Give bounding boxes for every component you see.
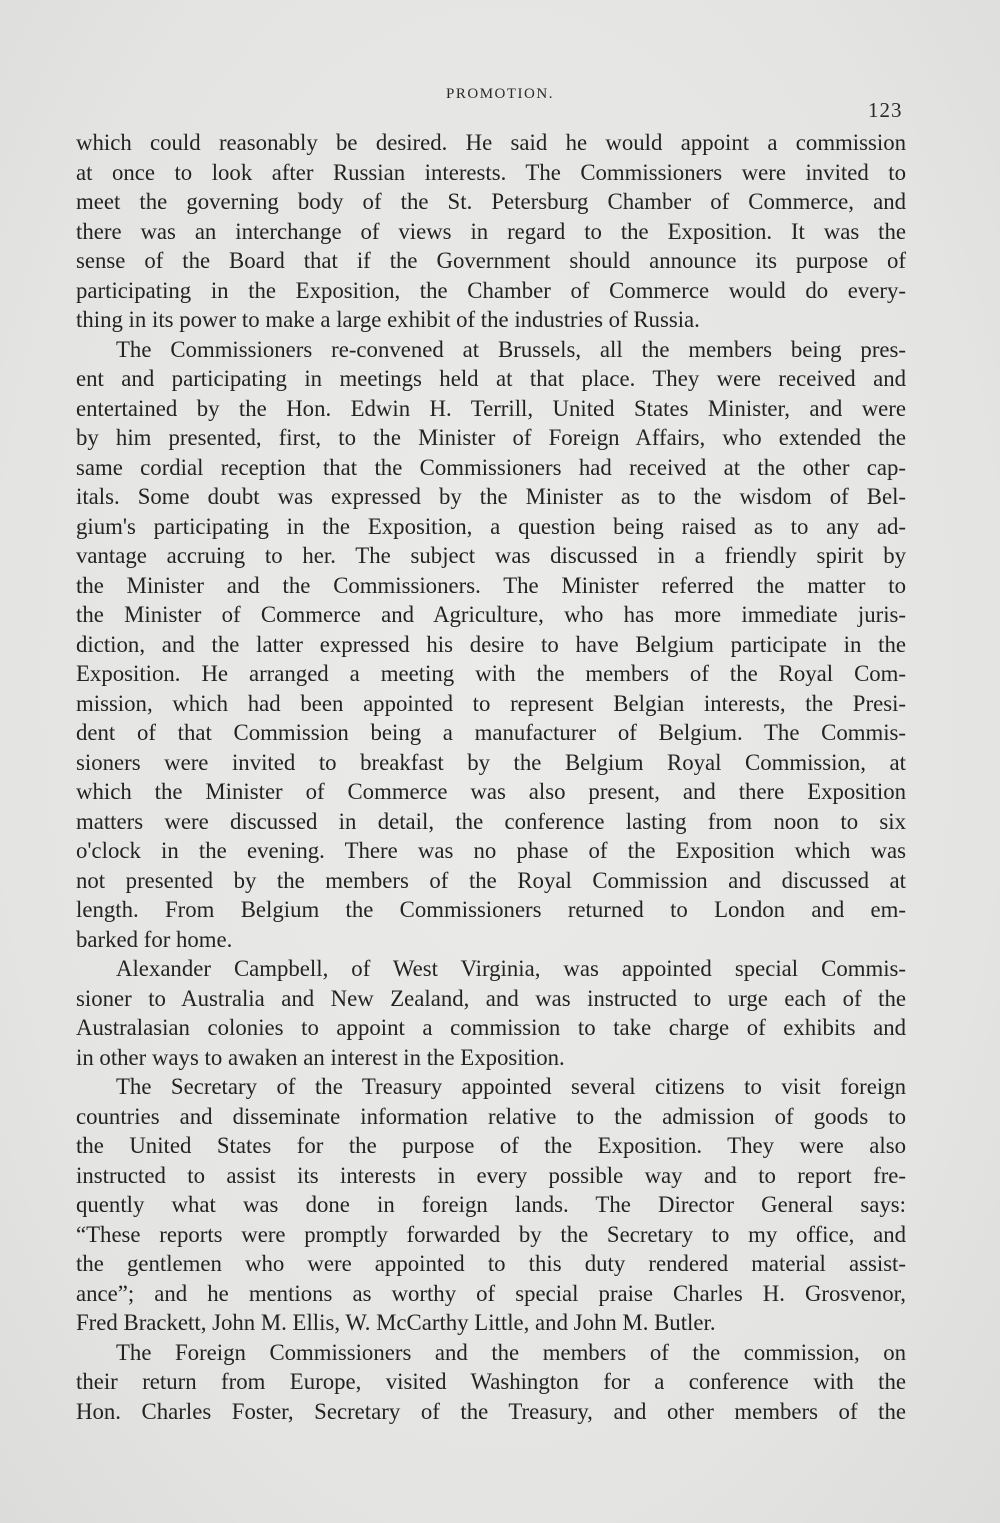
paragraph — [76, 1338, 906, 1427]
paragraph — [76, 954, 906, 1072]
text-line: not presented by the members of the Royal Commission and discussed at — [76, 867, 906, 893]
text-line: by him presented, first, to the Minister of Foreign Affairs, who extended the — [76, 425, 906, 450]
text-line: Australasian colonies to appoint a commission to take charge of exhibits and — [76, 1015, 906, 1040]
text-line: at once to look after Russian interests. The Commissioners were invited to — [76, 159, 906, 185]
text-line: ent and participating in meetings held at that place. They were received and — [76, 366, 906, 391]
text-line: Hon. Charles Foster, Secretary of the Treasury, and other members of the — [76, 1398, 906, 1424]
text-line: participating in the Exposition, the Chamber of Commerce would do every- — [76, 277, 906, 303]
text-line: sense of the Board that if the Government should announce its purpose of — [76, 248, 906, 273]
text-line: the United States for the purpose of the Exposition. They were also — [76, 1133, 906, 1158]
text-line: “These reports were promptly forwarded by the Secretary to my office, and — [76, 1221, 906, 1247]
text-line: sioner to Australia and New Zealand, and was instructed to urge each of the — [76, 985, 906, 1011]
text-line: which could reasonably be desired. He said he would appoint a commission — [76, 130, 906, 155]
text-line: countries and disseminate information relative to the admission of goods to — [76, 1103, 906, 1129]
text-line: which the Minister of Commerce was also present, and there Exposition — [76, 779, 906, 804]
text-line: in other ways to awaken an interest in the Exposition. — [76, 1044, 565, 1070]
text-line: the Minister and the Commissioners. The Minister referred the matter to — [76, 572, 906, 598]
page-number: 123 — [868, 98, 903, 122]
text-line: mission, which had been appointed to represent Belgian interests, the Presi- — [76, 690, 906, 716]
paragraph — [76, 1072, 906, 1338]
text-line: the Minister of Commerce and Agriculture, who has more immediate juris- — [76, 602, 906, 627]
text-line: The Commissioners re-convened at Brussels, all the members being pres- — [116, 336, 906, 362]
text-line: Alexander Campbell, of West Virginia, was appointed special Commis- — [116, 956, 906, 981]
text-line: barked for home. — [76, 926, 233, 952]
text-line: instructed to assist its interests in every possible way and to report fre- — [76, 1162, 906, 1188]
text-line: dent of that Commission being a manufacturer of Belgium. The Commis- — [76, 720, 906, 745]
text-line: same cordial reception that the Commissioners had received at the other cap- — [76, 454, 906, 480]
text-line: o'clock in the evening. There was no phase of the Exposition which was — [76, 838, 906, 863]
text-line: diction, and the latter expressed his desire to have Belgium participate in the — [76, 631, 906, 657]
text-line: meet the governing body of the St. Petersburg Chamber of Commerce, and — [76, 189, 906, 214]
text-line: length. From Belgium the Commissioners returned to London and em- — [76, 897, 906, 922]
text-line: gium's participating in the Exposition, a question being raised as to any ad- — [76, 513, 906, 539]
text-line: Exposition. He arranged a meeting with the members of the Royal Com- — [76, 661, 906, 686]
body-text — [76, 128, 906, 1426]
paragraph — [76, 128, 906, 335]
text-line: Fred Brackett, John M. Ellis, W. McCarthy Little, and John M. Butler. — [76, 1310, 716, 1335]
paragraph — [76, 335, 906, 955]
text-line: matters were discussed in detail, the conference lasting from noon to six — [76, 808, 906, 834]
text-line: The Secretary of the Treasury appointed several citizens to visit foreign — [116, 1074, 906, 1099]
running-title: PROMOTION. — [446, 86, 554, 102]
text-line: sioners were invited to breakfast by the Belgium Royal Commission, at — [76, 749, 906, 775]
text-line: vantage accruing to her. The subject was discussed in a friendly spirit by — [76, 543, 906, 568]
text-line: quently what was done in foreign lands. The Director General says: — [76, 1192, 906, 1217]
text-line: there was an interchange of views in regard to the Exposition. It was the — [76, 218, 906, 244]
text-line: their return from Europe, visited Washington for a conference with the — [76, 1369, 906, 1394]
text-line: the gentlemen who were appointed to this duty rendered material assist- — [76, 1251, 906, 1276]
text-line: itals. Some doubt was expressed by the Minister as to the wisdom of Bel- — [76, 484, 906, 509]
text-line: The Foreign Commissioners and the members of the commission, on — [116, 1339, 906, 1365]
text-line: thing in its power to make a large exhibit of the industries of Russia. — [76, 307, 700, 332]
text-line: ance”; and he mentions as worthy of special praise Charles H. Grosvenor, — [76, 1280, 906, 1306]
text-line: entertained by the Hon. Edwin H. Terrill, United States Minister, and were — [76, 395, 906, 421]
